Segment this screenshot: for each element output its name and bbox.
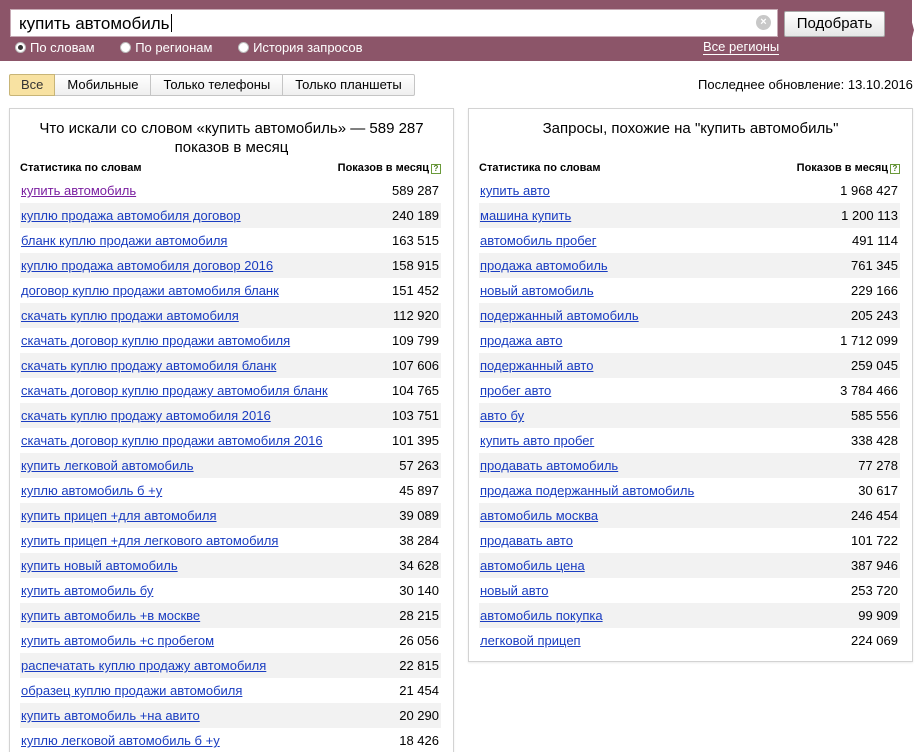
- table-row: [20, 578, 441, 603]
- table-row: [479, 178, 900, 203]
- impressions-count: 3 784 466: [840, 383, 898, 398]
- impressions-count: 99 909: [858, 608, 898, 623]
- last-update-text: Последнее обновление: 13.10.2016: [698, 77, 913, 92]
- radio-icon[interactable]: [120, 42, 131, 53]
- impressions-count: 34 628: [399, 558, 439, 573]
- tab-mobile[interactable]: Мобильные: [55, 74, 151, 96]
- submit-button[interactable]: Подобрать: [784, 11, 885, 37]
- table-row: [20, 353, 441, 378]
- phrase-link[interactable]: куплю продажа автомобиля договор: [21, 208, 241, 223]
- left-panel: [9, 108, 454, 752]
- table-row: [479, 528, 900, 553]
- impressions-count: 101 395: [392, 433, 439, 448]
- table-row: [20, 603, 441, 628]
- phrase-link[interactable]: продажа авто: [480, 333, 563, 348]
- table-row: [20, 703, 441, 728]
- impressions-count: 589 287: [392, 183, 439, 198]
- phrase-link[interactable]: новый авто: [480, 583, 549, 598]
- table-row: [479, 228, 900, 253]
- left-rows: [20, 178, 441, 752]
- table-row: [20, 403, 441, 428]
- mode-history[interactable]: [238, 40, 363, 55]
- radio-icon[interactable]: [238, 42, 249, 53]
- impressions-count: 101 722: [851, 533, 898, 548]
- table-row: [479, 553, 900, 578]
- phrase-link[interactable]: купить авто: [480, 183, 550, 198]
- phrase-link[interactable]: скачать куплю продажу автомобиля 2016: [21, 408, 271, 423]
- phrase-link[interactable]: купить авто пробег: [480, 433, 595, 448]
- table-row: [479, 453, 900, 478]
- phrase-link[interactable]: бланк куплю продажи автомобиля: [21, 233, 228, 248]
- phrase-link[interactable]: купить прицеп +для автомобиля: [21, 508, 217, 523]
- impressions-count: 1 200 113: [841, 208, 898, 223]
- phrase-link[interactable]: купить автомобиль бу: [21, 583, 154, 598]
- impressions-count: 112 920: [392, 308, 439, 323]
- clear-icon[interactable]: ×: [756, 15, 771, 30]
- impressions-count: 109 799: [392, 333, 439, 348]
- impressions-count: 761 345: [851, 258, 898, 273]
- table-row: [479, 353, 900, 378]
- table-row: [20, 628, 441, 653]
- table-row: [20, 203, 441, 228]
- table-row: [479, 378, 900, 403]
- phrase-link[interactable]: куплю легковой автомобиль б +у: [21, 733, 220, 748]
- search-band-arrow: [906, 0, 914, 61]
- table-row: [479, 328, 900, 353]
- impressions-count: 1 712 099: [840, 333, 898, 348]
- mode-by-words[interactable]: [15, 40, 95, 55]
- table-row: [479, 428, 900, 453]
- phrase-link[interactable]: купить прицеп +для легкового автомобиля: [21, 533, 279, 548]
- table-row: [479, 203, 900, 228]
- col-impressions-label: Показов в месяц: [796, 162, 888, 174]
- phrase-link[interactable]: скачать куплю продажу автомобиля бланк: [21, 358, 277, 373]
- phrase-link[interactable]: продавать автомобиль: [480, 458, 619, 473]
- table-row: [20, 478, 441, 503]
- impressions-count: 20 290: [399, 708, 439, 723]
- text-caret: [171, 14, 172, 32]
- impressions-count: 30 140: [399, 583, 439, 598]
- phrase-link[interactable]: легковой прицеп: [480, 633, 581, 648]
- impressions-count: 18 426: [399, 733, 439, 748]
- phrase-link[interactable]: скачать договор куплю продажи автомобиля 2016: [21, 433, 323, 448]
- search-input[interactable]: [10, 9, 778, 37]
- table-row: [20, 303, 441, 328]
- left-panel-title: Что искали со словом «купить автомобиль» — 589 287 показов в месяц: [39, 120, 424, 156]
- tab-all[interactable]: Все: [9, 74, 55, 96]
- impressions-count: 45 897: [399, 483, 439, 498]
- impressions-count: 158 915: [392, 258, 439, 273]
- impressions-count: 491 114: [851, 233, 898, 248]
- col-impressions-header: [338, 162, 441, 174]
- tab-tablets[interactable]: Только планшеты: [283, 74, 414, 96]
- impressions-count: 338 428: [851, 433, 898, 448]
- phrase-link[interactable]: распечатать куплю продажу автомобиля: [21, 658, 267, 673]
- impressions-count: 28 215: [399, 608, 439, 623]
- table-row: [479, 478, 900, 503]
- table-row: [20, 278, 441, 303]
- right-panel-title: Запросы, похожие на "купить автомобиль": [542, 120, 839, 137]
- impressions-count: 77 278: [858, 458, 898, 473]
- table-row: [479, 578, 900, 603]
- table-row: [20, 328, 441, 353]
- table-row: [20, 553, 441, 578]
- phrase-link[interactable]: договор куплю продажи автомобиля бланк: [21, 283, 279, 298]
- phrase-link[interactable]: автомобиль цена: [480, 558, 585, 573]
- search-mode-group: [15, 40, 385, 56]
- table-row: [479, 278, 900, 303]
- phrase-link[interactable]: авто бу: [480, 408, 525, 423]
- impressions-count: 259 045: [851, 358, 898, 373]
- right-panel: [468, 108, 913, 662]
- phrase-link[interactable]: купить новый автомобиль: [21, 558, 178, 573]
- mode-label: По регионам: [135, 40, 213, 55]
- table-row: [479, 503, 900, 528]
- impressions-count: 224 069: [851, 633, 898, 648]
- tab-phones[interactable]: Только телефоны: [151, 74, 283, 96]
- impressions-count: 30 617: [858, 483, 898, 498]
- table-row: [20, 528, 441, 553]
- phrase-link[interactable]: продажа подержанный автомобиль: [480, 483, 695, 498]
- phrase-link[interactable]: продажа автомобиль: [480, 258, 608, 273]
- impressions-count: 163 515: [392, 233, 439, 248]
- table-row: [20, 378, 441, 403]
- phrase-link[interactable]: купить автомобиль +с пробегом: [21, 633, 215, 648]
- impressions-count: 39 089: [399, 508, 439, 523]
- mode-by-regions[interactable]: [120, 40, 212, 55]
- mode-label: По словам: [30, 40, 95, 55]
- table-row: [479, 253, 900, 278]
- device-tabs: [9, 74, 415, 96]
- impressions-count: 22 815: [399, 658, 439, 673]
- table-row: [479, 603, 900, 628]
- table-row: [20, 178, 441, 203]
- phrase-link[interactable]: куплю автомобиль б +у: [21, 483, 163, 498]
- table-row: [479, 628, 900, 653]
- table-row: [20, 678, 441, 703]
- impressions-count: 585 556: [851, 408, 898, 423]
- table-row: [20, 228, 441, 253]
- impressions-count: 205 243: [851, 308, 898, 323]
- table-row: [479, 403, 900, 428]
- impressions-count: 1 968 427: [840, 183, 898, 198]
- right-column-headers: [479, 162, 900, 177]
- col-words-header: Статистика по словам: [20, 162, 142, 174]
- phrase-link[interactable]: купить автомобиль: [21, 183, 137, 198]
- phrase-link[interactable]: образец куплю продажи автомобиля: [21, 683, 243, 698]
- help-icon[interactable]: ?: [890, 164, 900, 174]
- phrase-link[interactable]: продавать авто: [480, 533, 573, 548]
- phrase-link[interactable]: автомобиль москва: [480, 508, 599, 523]
- impressions-count: 38 284: [399, 533, 439, 548]
- help-icon[interactable]: ?: [431, 164, 441, 174]
- phrase-link[interactable]: пробег авто: [480, 383, 552, 398]
- phrase-link[interactable]: подержанный авто: [480, 358, 594, 373]
- table-row: [20, 253, 441, 278]
- col-impressions-label: Показов в месяц: [337, 162, 429, 174]
- table-row: [20, 653, 441, 678]
- table-row: [20, 503, 441, 528]
- impressions-count: 57 263: [399, 458, 439, 473]
- impressions-count: 387 946: [851, 558, 898, 573]
- phrase-link[interactable]: автомобиль покупка: [480, 608, 603, 623]
- table-row: [20, 728, 441, 752]
- phrase-link[interactable]: подержанный автомобиль: [480, 308, 639, 323]
- table-row: [479, 303, 900, 328]
- phrase-link[interactable]: скачать куплю продажи автомобиля: [21, 308, 239, 323]
- phrase-link[interactable]: машина купить: [480, 208, 572, 223]
- impressions-count: 21 454: [399, 683, 439, 698]
- phrase-link[interactable]: купить автомобиль +на авито: [21, 708, 200, 723]
- impressions-count: 103 751: [392, 408, 439, 423]
- all-regions-link[interactable]: Все регионы: [703, 39, 780, 54]
- search-input-value: купить автомобиль: [19, 14, 170, 33]
- phrase-link[interactable]: купить легковой автомобиль: [21, 458, 194, 473]
- col-impressions-header: [797, 162, 900, 174]
- impressions-count: 26 056: [399, 633, 439, 648]
- phrase-link[interactable]: скачать договор куплю продажу автомобиля бланк: [21, 383, 328, 398]
- impressions-count: 104 765: [392, 383, 439, 398]
- radio-checked-icon[interactable]: [15, 42, 26, 53]
- table-row: [20, 453, 441, 478]
- impressions-count: 151 452: [392, 283, 439, 298]
- left-column-headers: [20, 162, 441, 177]
- col-words-header: Статистика по словам: [479, 162, 601, 174]
- impressions-count: 246 454: [851, 508, 898, 523]
- impressions-count: 107 606: [392, 358, 439, 373]
- phrase-link[interactable]: новый автомобиль: [480, 283, 594, 298]
- mode-label: История запросов: [253, 40, 363, 55]
- impressions-count: 253 720: [851, 583, 898, 598]
- phrase-link[interactable]: куплю продажа автомобиля договор 2016: [21, 258, 274, 273]
- phrase-link[interactable]: автомобиль пробег: [480, 233, 597, 248]
- impressions-count: 229 166: [851, 283, 898, 298]
- phrase-link[interactable]: скачать договор куплю продажи автомобиля: [21, 333, 291, 348]
- impressions-count: 240 189: [392, 208, 439, 223]
- table-row: [20, 428, 441, 453]
- right-rows: [479, 178, 900, 653]
- phrase-link[interactable]: купить автомобиль +в москве: [21, 608, 201, 623]
